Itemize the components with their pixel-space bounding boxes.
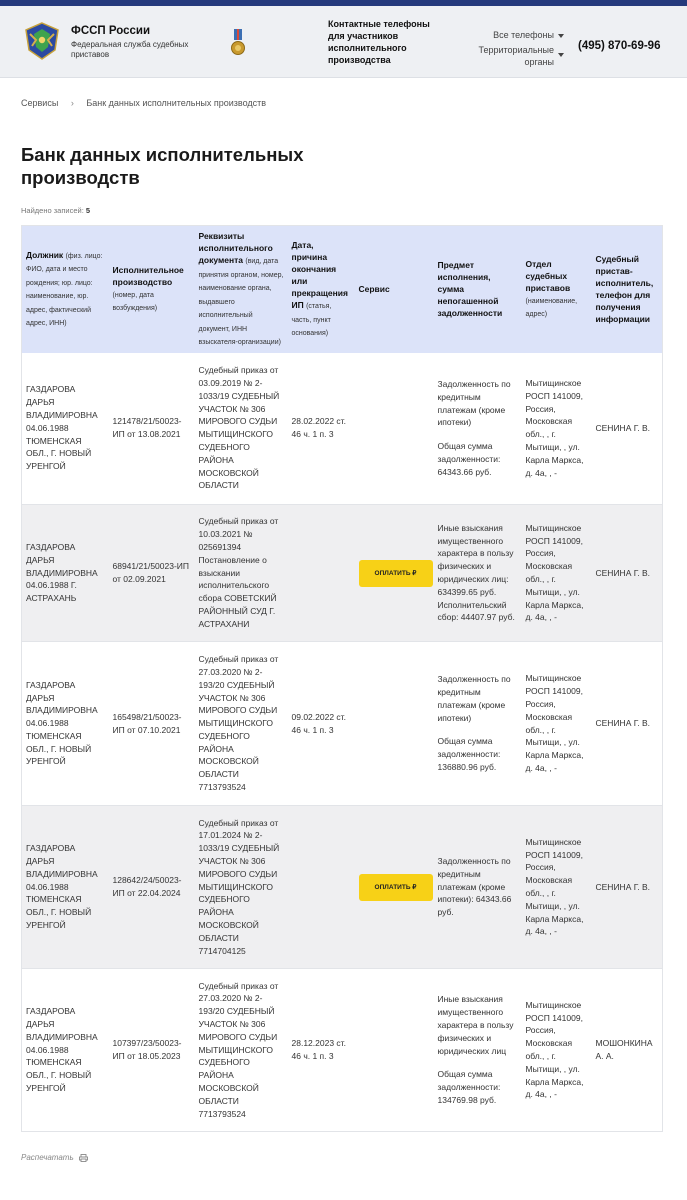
end-cell bbox=[288, 505, 355, 642]
subject-cell bbox=[434, 969, 522, 1132]
bailiff-cell: МОШОНКИНА А. А. bbox=[592, 969, 663, 1132]
header-end: Дата, причина окончания или прекращения ИП (статья, часть, пункт основания) bbox=[288, 226, 355, 353]
document-cell: Судебный приказ от 27.03.2020 № 2-193/20 СУДЕБНЫЙ УЧАСТОК № 306 МИРОВОГО СУДЬИ МЫТИЩИНСКОГО СУДЕБНОГО РАЙОНА МОСКОВСКОЙ ОБЛАСТИ 7713793524 bbox=[195, 642, 288, 806]
results-table bbox=[21, 225, 663, 1132]
service-cell bbox=[355, 353, 434, 505]
subject-text: Иные взыскания имущественного характера в пользу физических и юридических лиц bbox=[437, 994, 514, 1056]
table-row bbox=[22, 969, 663, 1132]
subject-sum: Общая сумма задолженности: 136880.96 руб. bbox=[437, 736, 501, 772]
subject-sum: Общая сумма задолженности: 134769.98 руб. bbox=[437, 1069, 501, 1105]
header-department: Отдел судебных приставов (наименование, адрес) bbox=[522, 226, 592, 353]
bailiff-cell: СЕНИНА Г. В. bbox=[592, 806, 663, 969]
header-subject: Предмет исполнения, сумма непогашенной задолженности bbox=[434, 226, 522, 353]
subject-sum: Общая сумма задолженности: 64343.66 руб. bbox=[437, 441, 501, 477]
subject-text: Задолженность по кредитным платежам (кроме ипотеки) bbox=[437, 674, 511, 723]
header-proceeding: Исполнительное производство (номер, дата возбуждения) bbox=[109, 226, 195, 353]
records-found bbox=[21, 206, 90, 215]
proceeding-cell: 121478/21/50023-ИП от 13.08.2021 bbox=[109, 353, 195, 505]
document-cell: Судебный приказ от 17.01.2024 № 2-1033/19 СУДЕБНЫЙ УЧАСТОК № 306 МИРОВОГО СУДЬИ МЫТИЩИНСКОГО СУДЕБНОГО РАЙОНА МОСКОВСКОЙ ОБЛАСТИ 7714704125 bbox=[195, 806, 288, 969]
department-cell: Мытищинское РОСП 141009, Россия, Московская обл., , г. Мытищи, , ул. Карла Маркса, д. 4а, , - bbox=[522, 353, 592, 505]
subject-text: Иные взыскания имущественного характера в пользу физических и юридических лиц: 634399.65 руб. Исполнительский сбор: 44407.97 руб. bbox=[437, 522, 515, 623]
debtor-cell: ГАЗДАРОВА ДАРЬЯ ВЛАДИМИРОВНА 04.06.1988 ТЮМЕНСКАЯ ОБЛ., Г. НОВЫЙ УРЕНГОЙ bbox=[22, 353, 109, 505]
site-header bbox=[0, 6, 687, 78]
medal-icon bbox=[230, 29, 246, 57]
department-cell: Мытищинское РОСП 141009, Россия, Московская обл., , г. Мытищи, , ул. Карла Маркса, д. 4а, , - bbox=[522, 505, 592, 642]
table-row bbox=[22, 353, 663, 505]
pay-button[interactable]: ОПЛАТИТЬ ₽ bbox=[359, 874, 433, 901]
end-cell: 28.02.2022 ст. 46 ч. 1 п. 3 bbox=[288, 353, 355, 505]
service-cell bbox=[355, 806, 434, 969]
print-link[interactable] bbox=[21, 1153, 88, 1162]
service-cell bbox=[355, 642, 434, 806]
department-cell: Мытищинское РОСП 141009, Россия, Московская обл., , г. Мытищи, , ул. Карла Маркса, д. 4а, , - bbox=[522, 642, 592, 806]
document-cell: Судебный приказ от 10.03.2021 № 025691394 Постановление о взыскании исполнительского сбора СОВЕТСКИЙ РАЙОННЫЙ СУД Г. АСТРАХАНИ bbox=[195, 505, 288, 642]
subject-cell bbox=[434, 353, 522, 505]
debtor-cell: ГАЗДАРОВА ДАРЬЯ ВЛАДИМИРОВНА 04.06.1988 ТЮМЕНСКАЯ ОБЛ., Г. НОВЫЙ УРЕНГОЙ bbox=[22, 806, 109, 969]
chevron-down-icon[interactable] bbox=[558, 34, 564, 38]
bailiff-cell: СЕНИНА Г. В. bbox=[592, 353, 663, 505]
brand-subtitle: Федеральная служба судебных приставов bbox=[71, 40, 189, 59]
end-cell bbox=[288, 806, 355, 969]
subject-text: Задолженность по кредитным платежам (кроме ипотеки): 64343.66 руб. bbox=[437, 856, 512, 918]
document-cell: Судебный приказ от 27.03.2020 № 2-193/20 СУДЕБНЫЙ УЧАСТОК № 306 МИРОВОГО СУДЬИ МЫТИЩИНСКОГО СУДЕБНОГО РАЙОНА МОСКОВСКОЙ ОБЛАСТИ 7713793524 bbox=[195, 969, 288, 1132]
proceeding-cell: 68941/21/50023-ИП от 02.09.2021 bbox=[109, 505, 195, 642]
breadcrumb-services[interactable]: Сервисы bbox=[21, 98, 59, 108]
proceeding-cell: 165498/21/50023-ИП от 07.10.2021 bbox=[109, 642, 195, 806]
end-cell: 28.12.2023 ст. 46 ч. 1 п. 3 bbox=[288, 969, 355, 1132]
page-title: Банк данных исполнительных производств bbox=[21, 144, 304, 188]
proceeding-cell: 107397/23/50023-ИП от 18.05.2023 bbox=[109, 969, 195, 1132]
breadcrumb-current: Банк данных исполнительных производств bbox=[86, 98, 267, 108]
debtor-cell: ГАЗДАРОВА ДАРЬЯ ВЛАДИМИРОВНА 04.06.1988 ТЮМЕНСКАЯ ОБЛ., Г. НОВЫЙ УРЕНГОЙ bbox=[22, 642, 109, 806]
chevron-right-icon: › bbox=[70, 98, 74, 108]
header-service: Сервис bbox=[355, 226, 434, 353]
document-cell: Судебный приказ от 03.09.2019 № 2-1033/19 СУДЕБНЫЙ УЧАСТОК № 306 МИРОВОГО СУДЬИ МЫТИЩИНСКОГО СУДЕБНОГО РАЙОНА МОСКОВСКОЙ ОБЛАСТИ bbox=[195, 353, 288, 505]
bailiff-cell: СЕНИНА Г. В. bbox=[592, 505, 663, 642]
pay-button[interactable]: ОПЛАТИТЬ ₽ bbox=[359, 560, 433, 587]
proceeding-cell: 128642/24/50023-ИП от 22.04.2024 bbox=[109, 806, 195, 969]
nav-territorial-organs[interactable]: Территориальные органы bbox=[478, 45, 554, 67]
debtor-cell: ГАЗДАРОВА ДАРЬЯ ВЛАДИМИРОВНА 04.06.1988 Г. АСТРАХАНЬ bbox=[22, 505, 109, 642]
fssp-emblem-icon[interactable] bbox=[22, 20, 62, 62]
table-row bbox=[22, 806, 663, 969]
subject-cell bbox=[434, 806, 522, 969]
nav-all-phones[interactable]: Все телефоны bbox=[493, 30, 554, 40]
header-debtor: Должник (физ. лицо: ФИО, дата и место рождения; юр. лицо: наименование, юр. адрес, фактический адрес, ИНН) bbox=[22, 226, 109, 353]
service-cell bbox=[355, 505, 434, 642]
subject-text: Задолженность по кредитным платежам (кроме ипотеки) bbox=[437, 378, 511, 428]
end-cell: 09.02.2022 ст. 46 ч. 1 п. 3 bbox=[288, 642, 355, 806]
brand-title[interactable]: ФССП России bbox=[71, 25, 151, 37]
printer-icon[interactable] bbox=[79, 1154, 88, 1162]
records-found-label: Найдено записей: bbox=[21, 206, 84, 215]
breadcrumb bbox=[21, 98, 266, 108]
department-cell: Мытищинское РОСП 141009, Россия, Московская обл., , г. Мытищи, , ул. Карла Маркса, д. 4а, , - bbox=[522, 969, 592, 1132]
subject-cell bbox=[434, 642, 522, 806]
table-row bbox=[22, 642, 663, 806]
service-cell bbox=[355, 969, 434, 1132]
hotline-phone[interactable]: (495) 870-69-96 bbox=[578, 40, 661, 52]
table-row bbox=[22, 505, 663, 642]
subject-cell bbox=[434, 505, 522, 642]
debtor-cell: ГАЗДАРОВА ДАРЬЯ ВЛАДИМИРОВНА 04.06.1988 ТЮМЕНСКАЯ ОБЛ., Г. НОВЫЙ УРЕНГОЙ bbox=[22, 969, 109, 1132]
records-found-count: 5 bbox=[85, 206, 91, 215]
contact-phones-title[interactable]: Контактные телефоны для участников исполнительного производства bbox=[328, 19, 430, 65]
bailiff-cell: СЕНИНА Г. В. bbox=[592, 642, 663, 806]
chevron-down-icon[interactable] bbox=[558, 53, 564, 57]
header-document: Реквизиты исполнительного документа (вид, дата принятия органом, номер, наименование органа, выдавшего исполнительный документ, ИНН взыскателя-организации) bbox=[195, 226, 288, 353]
print-label[interactable]: Распечатать bbox=[21, 1153, 74, 1162]
department-cell: Мытищинское РОСП 141009, Россия, Московская обл., , г. Мытищи, , ул. Карла Маркса, д. 4а, , - bbox=[522, 806, 592, 969]
header-bailiff: Судебный пристав-исполнитель, телефон для получения информации bbox=[592, 226, 663, 353]
table-header-row bbox=[22, 226, 663, 353]
